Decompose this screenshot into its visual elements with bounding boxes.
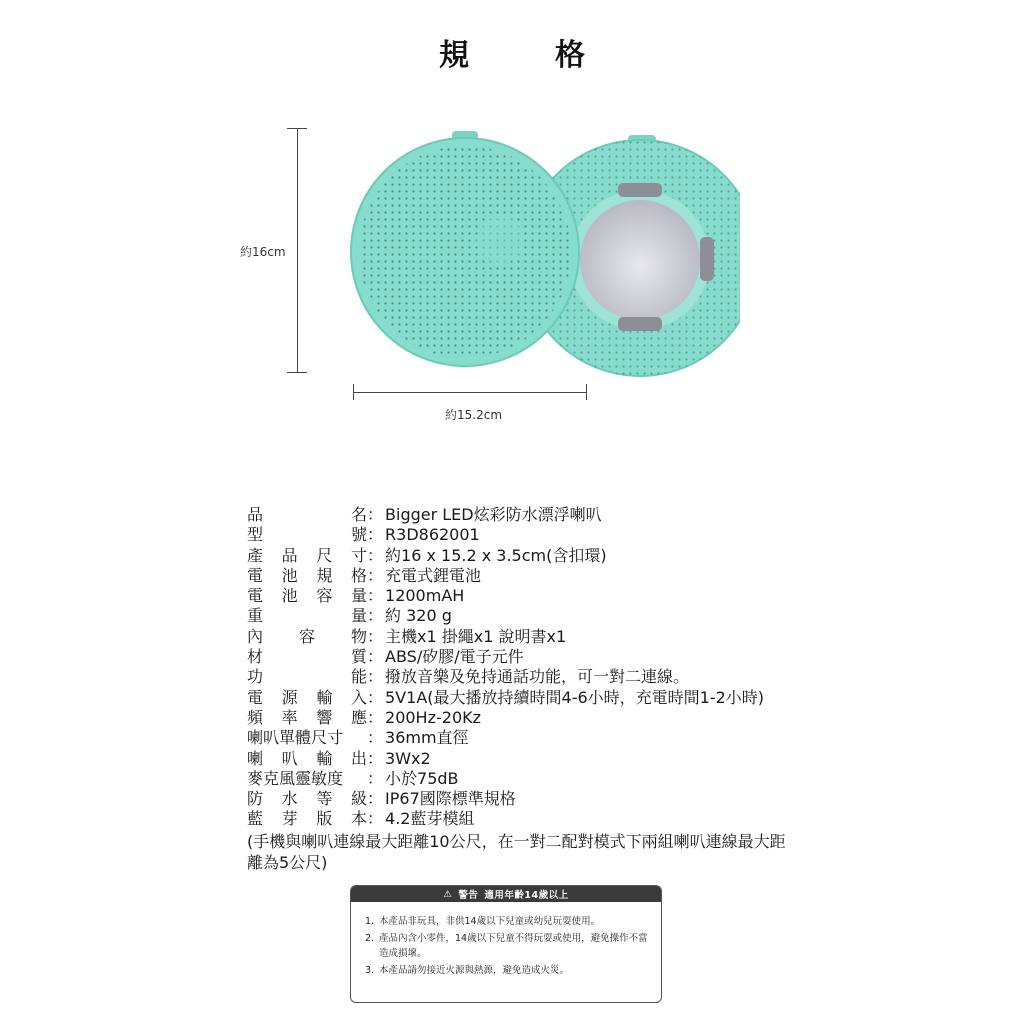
spec-colon: ： [367,728,384,748]
speaker-front-view [351,131,579,366]
warning-item-text: 本產品請勿接近火源與熱源，避免造成火災。 [379,965,570,976]
spec-label-char: 池 [281,586,298,606]
spec-label [247,769,367,789]
spec-colon: ： [367,809,384,829]
spec-label-char: 功 [247,667,264,687]
warning-item-number: 2. [365,933,375,944]
page-title: 規 格 [439,38,613,73]
spec-value: 1200mAH [385,586,465,606]
spec-label-char: 池 [281,565,298,585]
spec-colon: ： [367,505,384,524]
spec-value: Bigger LED炫彩防水漂浮喇叭 [385,505,602,524]
spec-row [247,586,787,606]
spec-label [247,566,367,586]
width-dimension-label: 約15.2cm [445,408,503,422]
warning-head-text: 適用年齡14歲以上 [484,890,569,901]
spec-label-char: 能 [350,667,367,687]
warning-item [365,963,651,978]
spec-label-char: 率 [281,707,298,727]
spec-value: IP67國際標準規格 [385,789,516,809]
spec-label [247,546,367,566]
spec-colon: ： [367,586,384,606]
warning-item [365,931,651,961]
spec-list [247,505,787,873]
spec-label-char: 材 [247,647,264,667]
spec-label-char: 版 [316,809,333,829]
warning-box [350,885,662,1003]
spec-label-char: 寸 [350,545,367,565]
spec-value: 3Wx2 [385,748,431,768]
spec-row [247,789,787,809]
spec-colon: ： [367,789,384,809]
spec-row [247,769,787,789]
spec-label [247,688,367,708]
spec-colon: ： [367,707,384,727]
spec-row [247,708,787,728]
warning-item-text: 產品內含小零件，14歲以下兒童不得玩耍或使用，避免操作不當造成損壞。 [379,933,648,959]
spec-label-char: 物 [350,626,367,646]
height-dimension-bottom-tick [287,372,307,373]
spec-colon: ： [367,667,384,687]
spec-value: ABS/矽膠/電子元件 [385,647,524,667]
width-dimension-line [353,392,587,393]
spec-label-char: 容 [316,586,333,606]
spec-label-char: 內 [247,626,264,646]
spec-label-char: 入 [350,687,367,707]
spec-label [247,606,367,626]
spec-colon: ： [367,647,384,667]
spec-row [247,688,787,708]
spec-label [247,525,367,545]
spec-value: 約16 x 15.2 x 3.5cm(含扣環) [385,545,607,565]
spec-value: 200Hz-20Kz [385,707,482,727]
spec-label-char: 輸 [316,687,333,707]
spec-row [247,505,787,525]
spec-colon: ： [367,687,384,707]
spec-label-char: 輸 [316,748,333,768]
spec-label [247,647,367,667]
spec-value: 約 320 g [385,606,452,626]
spec-note: (手機與喇叭連線最大距離10公尺，在一對二配對模式下兩組喇叭連線最大距離為5公尺) [247,831,786,872]
warning-item-number: 3. [365,965,375,976]
spec-label-char: 源 [281,687,298,707]
spec-label-char: 應 [350,707,367,727]
spec-label [247,586,367,606]
spec-label-char: 號 [350,525,367,545]
width-dimension-right-tick [586,384,587,400]
warning-header [351,886,661,902]
spec-row [247,667,787,687]
spec-label-char: 頻 [247,707,264,727]
spec-label-char: 重 [247,606,264,626]
height-dimension-line [297,128,298,373]
spec-label-char: 型 [247,525,264,545]
warning-item-text: 本產品非玩具，非供14歲以下兒童或幼兒玩耍使用。 [379,916,601,927]
spec-colon: ： [367,748,384,768]
speaker-product-image [340,125,740,385]
spec-label-char: 喇 [247,748,264,768]
spec-label-char: 容 [298,626,315,646]
warning-item-number: 1. [365,916,375,927]
spec-colon: ： [367,626,384,646]
spec-label-char: 響 [316,707,333,727]
spec-label-char: 本 [350,809,367,829]
spec-label [247,708,367,728]
spec-value: 撥放音樂及免持通話功能，可一對二連線。 [385,667,690,687]
spec-value: 36mm直徑 [385,728,469,748]
spec-value: 小於75dB [385,768,459,788]
spec-label-char: 電 [247,586,264,606]
spec-label-char: 出 [350,748,367,768]
spec-label-char: 質 [350,647,367,667]
spec-value: R3D862001 [385,525,480,545]
spec-label [247,809,367,829]
warning-triangle-icon: ⚠ [443,888,453,900]
spec-label [247,789,367,809]
warning-head-label: 警告 [458,890,479,901]
spec-label [247,505,367,525]
warning-item [365,914,651,929]
spec-label-char: 級 [350,789,367,809]
spec-row [247,566,787,586]
spec-label-char: 防 [247,789,264,809]
spec-colon: ： [367,545,384,565]
spec-label-char: 規 [316,565,333,585]
spec-label-char: 量 [350,586,367,606]
spec-row [247,525,787,545]
spec-value: 主機x1 掛繩x1 說明書x1 [385,626,567,646]
spec-label [247,728,367,748]
spec-label [247,749,367,769]
spec-label [247,627,367,647]
spec-row [247,606,787,626]
warning-list [351,902,661,978]
spec-label-char: 藍 [247,809,264,829]
spec-label-char: 電 [247,565,264,585]
spec-row [247,647,787,667]
spec-value: 4.2藍芽模組 [385,809,475,829]
spec-row [247,728,787,748]
spec-label-char: 電 [247,687,264,707]
spec-label-char: 尺 [316,545,333,565]
spec-row [247,627,787,647]
spec-colon: ： [367,565,384,585]
spec-label [247,667,367,687]
spec-label-char: 麥克風靈敏度 [247,768,344,788]
spec-label-char: 品 [281,545,298,565]
spec-colon: ： [367,606,384,626]
spec-label-char: 喇叭單體尺寸 [247,728,344,748]
spec-colon: ： [367,525,384,545]
spec-label-char: 水 [281,789,298,809]
spec-label-char: 等 [316,789,333,809]
spec-label-char: 芽 [281,809,298,829]
height-dimension-label: 約16cm [240,245,286,259]
spec-label-char: 產 [247,545,264,565]
spec-colon: ： [367,768,384,788]
spec-value: 5V1A(最大播放持續時間4-6小時，充電時間1-2小時) [385,687,765,707]
spec-row [247,749,787,769]
spec-label-char: 叭 [281,748,298,768]
spec-label-char: 名 [350,505,367,524]
spec-label-char: 格 [350,565,367,585]
spec-label-char: 量 [350,606,367,626]
spec-row [247,546,787,566]
spec-row [247,809,787,829]
spec-value: 充電式鋰電池 [385,565,482,585]
spec-label-char: 品 [247,505,264,524]
